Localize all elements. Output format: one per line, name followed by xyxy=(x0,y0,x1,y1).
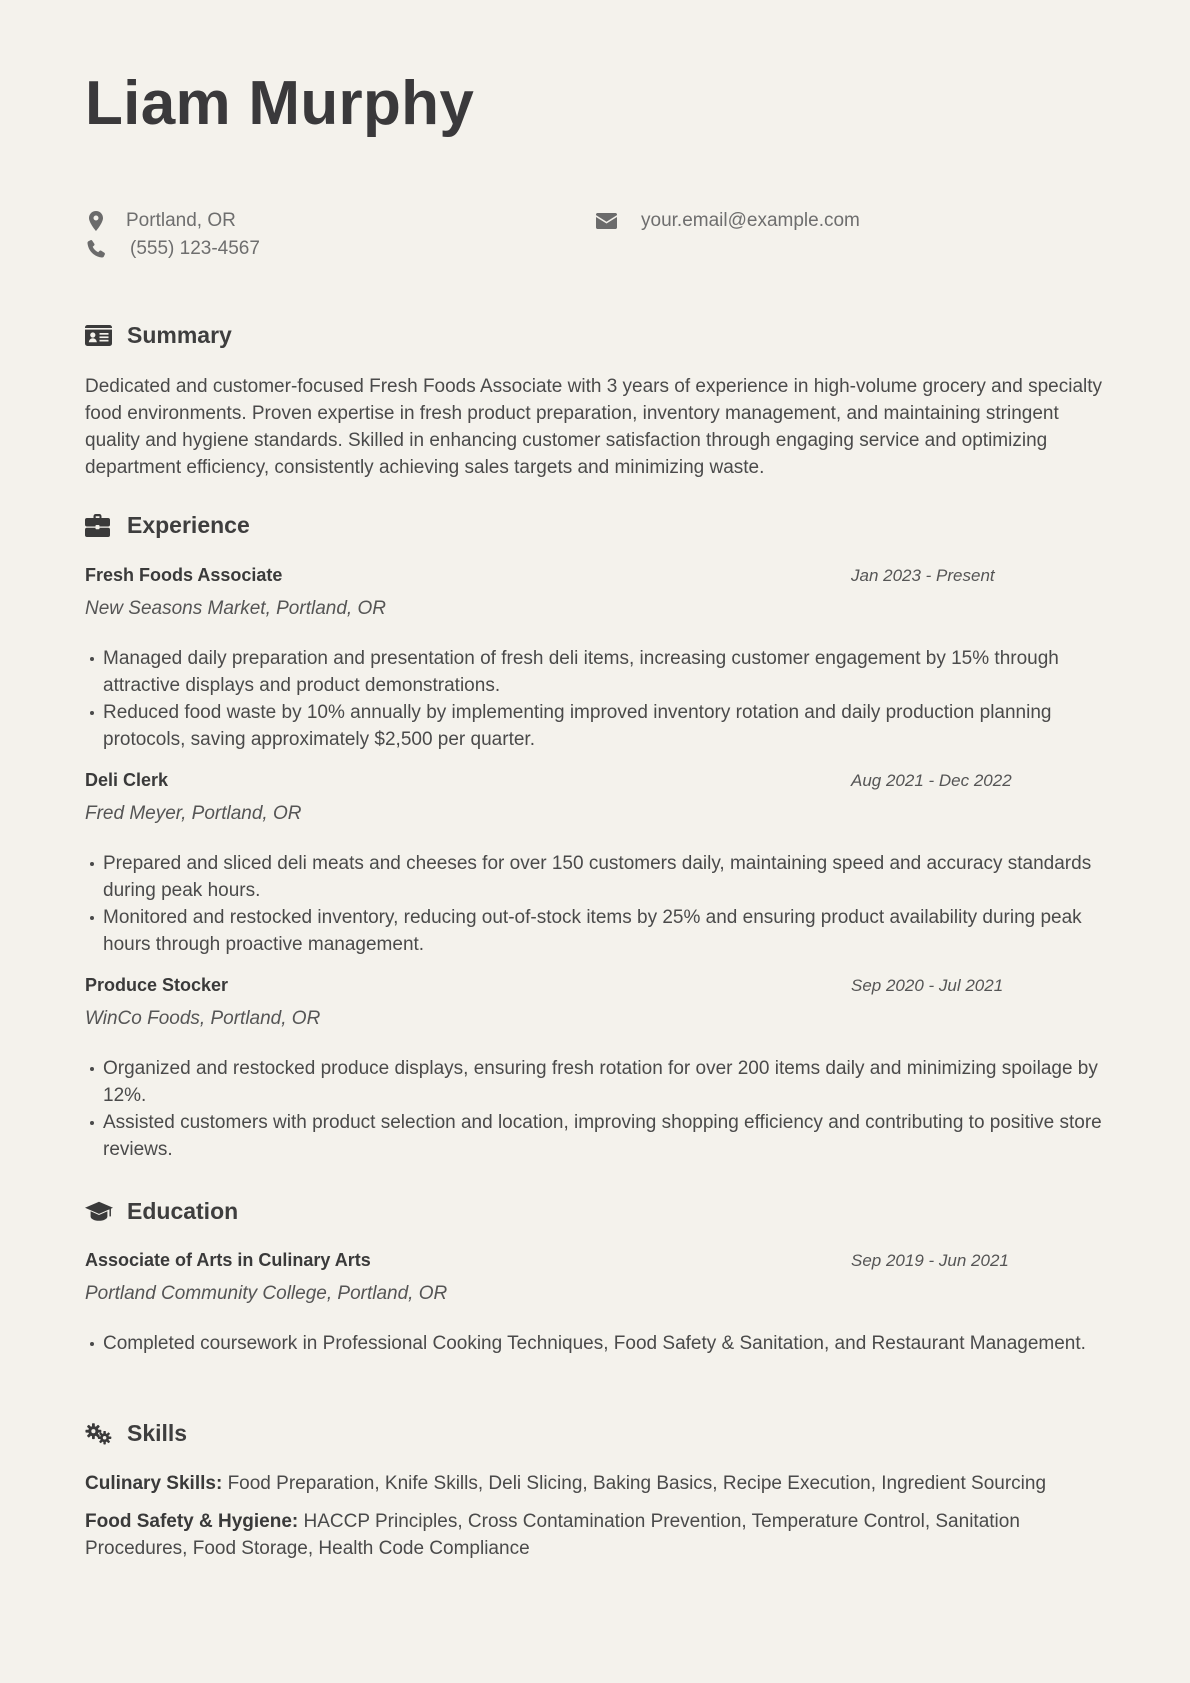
job-employer: Fred Meyer, Portland, OR xyxy=(85,803,302,824)
skills-heading xyxy=(85,1420,187,1447)
bullet-item: Prepared and sliced deli meats and cheeses for over 150 customers daily, maintaining speed and accuracy standards during peak hours. xyxy=(103,850,1125,904)
contact-email xyxy=(595,210,860,232)
skill-values: Food Preparation, Knife Skills, Deli Slicing, Baking Basics, Recipe Execution, Ingredient Sourcing xyxy=(227,1473,1047,1494)
job-title: Deli Clerk xyxy=(85,770,169,790)
skills-title: Skills xyxy=(127,1420,188,1446)
degree-title: Associate of Arts in Culinary Arts xyxy=(85,1250,371,1270)
contact-info xyxy=(85,210,1105,270)
summary-title: Summary xyxy=(127,322,232,348)
school-name: Portland Community College, Portland, OR xyxy=(85,1283,448,1304)
candidate-name: Liam Murphy xyxy=(85,69,475,138)
bullet-item: Monitored and restocked inventory, reducing out-of-stock items by 25% and ensuring product availability during peak hours through proactive management. xyxy=(103,904,1125,958)
job-dates: Aug 2021 - Dec 2022 xyxy=(851,771,1012,790)
gears-icon xyxy=(85,1422,113,1446)
envelope-icon xyxy=(595,210,617,232)
bullet-item: Organized and restocked produce displays, ensuring fresh rotation for over 200 items daily and minimizing spoilage by 12%. xyxy=(103,1055,1125,1109)
skill-label: Culinary Skills: xyxy=(85,1473,223,1494)
id-card-icon xyxy=(85,324,113,348)
bullet-item: Managed daily preparation and presentation of fresh deli items, increasing customer engagement by 15% through attractive displays and product demonstrations. xyxy=(103,645,1125,699)
experience-heading xyxy=(85,512,250,539)
skill-row-culinary xyxy=(85,1470,1107,1497)
email-text: your.email@example.com xyxy=(641,210,860,231)
bullet-item: Assisted customers with product selection and location, improving shopping efficiency and contributing to positive store reviews. xyxy=(103,1109,1125,1163)
job-bullets xyxy=(85,1055,1125,1163)
education-heading xyxy=(85,1198,238,1225)
job-title: Produce Stocker xyxy=(85,975,229,995)
job-employer: WinCo Foods, Portland, OR xyxy=(85,1008,321,1029)
summary-heading xyxy=(85,322,232,349)
experience-title: Experience xyxy=(127,512,250,538)
map-marker-icon xyxy=(85,210,107,232)
education-dates: Sep 2019 - Jun 2021 xyxy=(851,1251,1009,1270)
job-title: Fresh Foods Associate xyxy=(85,565,283,585)
briefcase-icon xyxy=(85,514,113,538)
education-title: Education xyxy=(127,1198,239,1224)
skill-label: Food Safety & Hygiene: xyxy=(85,1511,299,1532)
phone-text: (555) 123-4567 xyxy=(130,238,260,259)
contact-phone xyxy=(85,238,260,260)
job-employer: New Seasons Market, Portland, OR xyxy=(85,598,386,619)
job-dates: Jan 2023 - Present xyxy=(851,566,995,585)
graduation-cap-icon xyxy=(85,1200,113,1224)
contact-location xyxy=(85,210,236,232)
location-text: Portland, OR xyxy=(126,210,236,231)
job-bullets xyxy=(85,645,1125,753)
skill-row-food-safety xyxy=(85,1508,1107,1562)
job-dates: Sep 2020 - Jul 2021 xyxy=(851,976,1004,995)
phone-icon xyxy=(85,238,107,260)
education-bullets xyxy=(85,1330,1125,1357)
bullet-item: Completed coursework in Professional Cooking Techniques, Food Safety & Sanitation, and Restaurant Management. xyxy=(103,1330,1125,1357)
job-bullets xyxy=(85,850,1125,958)
bullet-item: Reduced food waste by 10% annually by implementing improved inventory rotation and daily production planning protocols, saving approximately $2,500 per quarter. xyxy=(103,699,1125,753)
skill-values: HACCP Principles, Cross Contamination Prevention, Temperature Control, Sanitation Procedures, Food Storage, Health Code Compliance xyxy=(85,1511,1020,1559)
summary-paragraph: Dedicated and customer-focused Fresh Foods Associate with 3 years of experience in high-volume grocery and specialty food environments. Proven expertise in fresh product preparation, inventory management, and maintaining stringent quality and hygiene standards. Skilled in enhancing customer satisfaction through engaging service and optimizing department efficiency, consistently achieving sales targets and minimizing waste. xyxy=(85,376,1103,478)
